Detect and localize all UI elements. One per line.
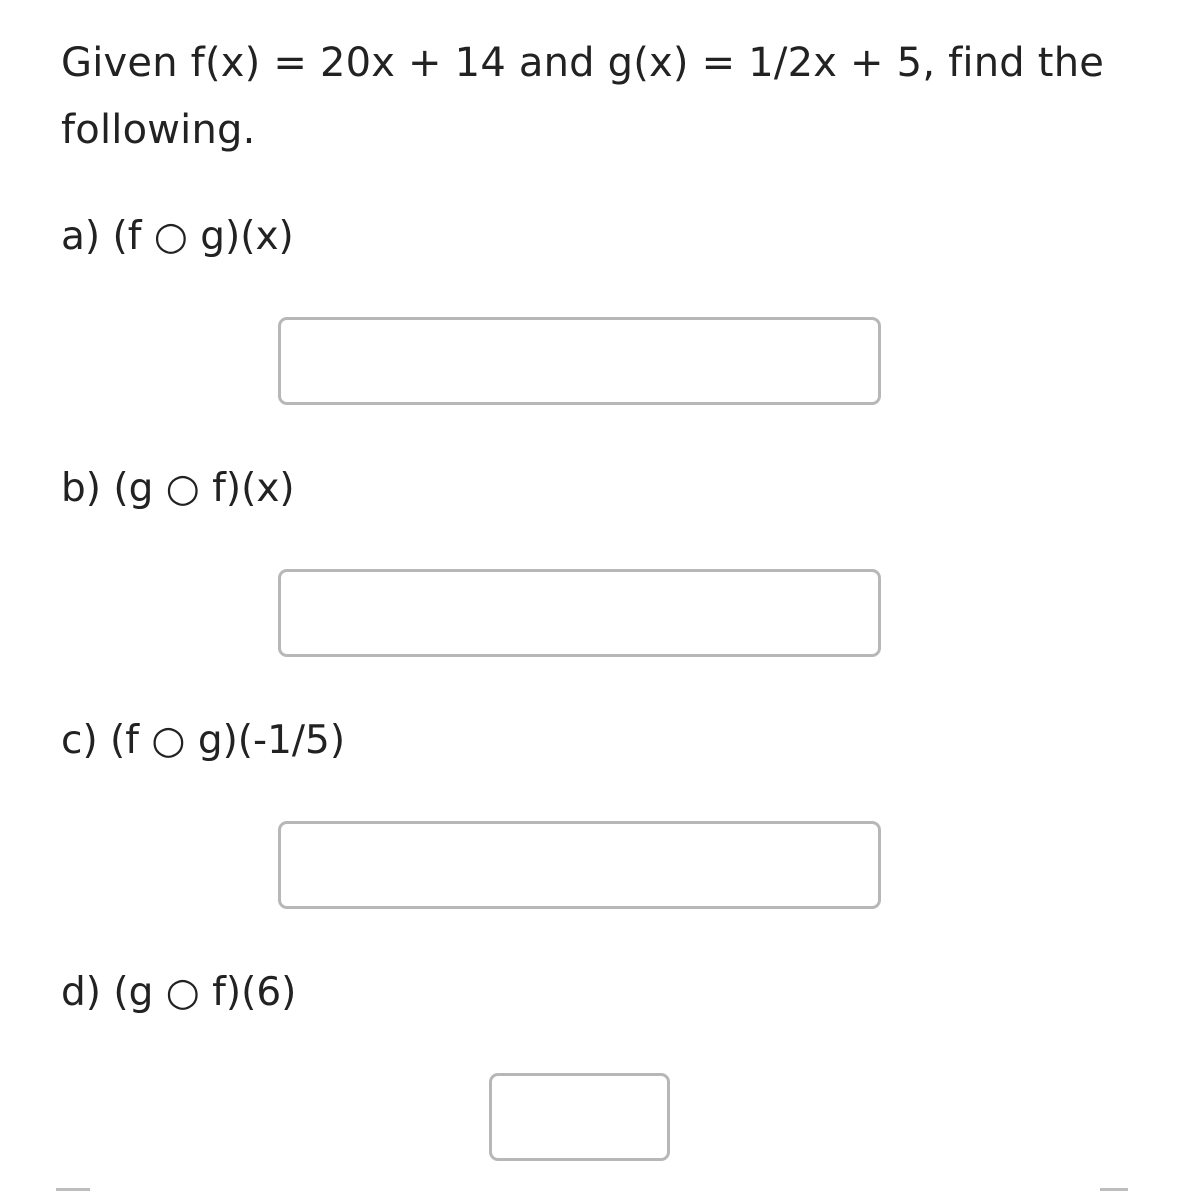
question-prompt: Given f(x) = 20x + 14 and g(x) = 1/2x + 5, find the following. [61, 40, 1105, 153]
part-c-answer-input[interactable] [278, 821, 881, 909]
part-a-answer-input[interactable] [278, 317, 881, 405]
part-d-answer-input[interactable] [489, 1073, 670, 1161]
part-a-label: a) (f ○ g)(x) [61, 214, 294, 259]
part-c-label: c) (f ○ g)(-1/5) [61, 718, 346, 763]
part-b-label: b) (g ○ f)(x) [61, 466, 295, 511]
next-section-edge-right [1100, 1188, 1128, 1191]
part-d-label: d) (g ○ f)(6) [61, 970, 297, 1015]
next-section-edge-left [56, 1188, 90, 1191]
part-b-answer-input[interactable] [278, 569, 881, 657]
